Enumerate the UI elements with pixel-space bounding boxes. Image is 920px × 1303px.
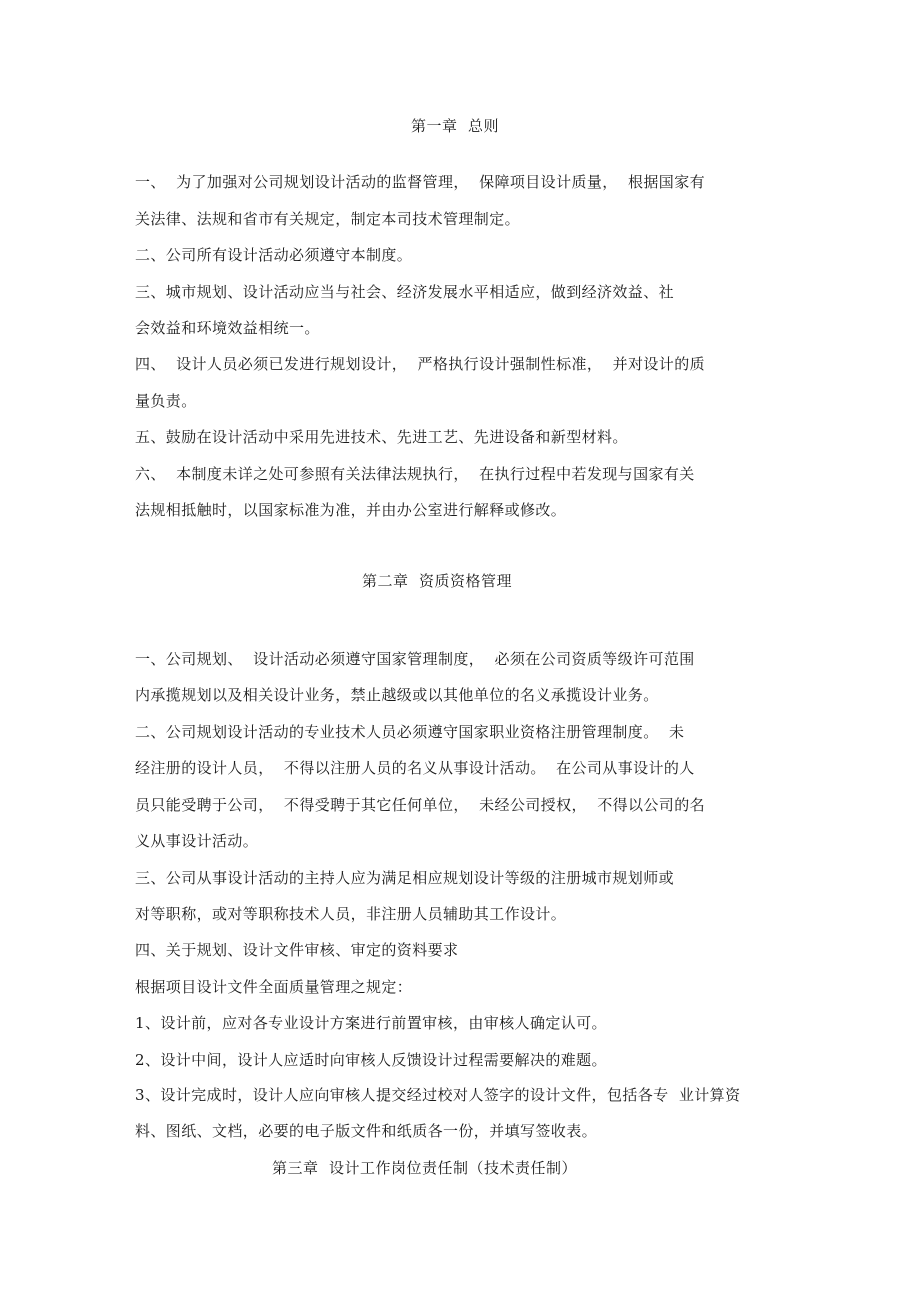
chapter-2-line: 料、图纸、文档，必要的电子版文件和纸质各一份，并填写签收表。 xyxy=(135,1122,598,1140)
chapter-2-line: 3、设计完成时，设计人应向审核人提交经过校对人签字的设计文件，包括各专 业计算资 xyxy=(135,1086,741,1104)
chapter-1-line: 量负责。 xyxy=(135,392,197,410)
chapter-1-line: 会效益和环境效益相统一。 xyxy=(135,319,320,337)
chapter-2-heading: 第二章 资质资格管理 xyxy=(362,572,513,590)
chapter-2-line: 一、公司规划、 设计活动必须遵守国家管理制度， 必须在公司资质等级许可范围 xyxy=(135,650,695,668)
chapter-2-line: 2、设计中间，设计人应适时向审核人反馈设计过程需要解决的难题。 xyxy=(135,1051,607,1069)
chapter-2-line: 经注册的设计人员， 不得以注册人员的名义从事设计活动。 在公司从事设计的人 xyxy=(135,759,695,777)
chapter-2-line: 员只能受聘于公司， 不得受聘于其它任何单位， 未经公司授权， 不得以公司的名 xyxy=(135,796,706,814)
chapter-2-line: 根据项目设计文件全面质量管理之规定： xyxy=(135,978,413,996)
chapter-2-line: 内承揽规划以及相关设计业务，禁止越级或以其他单位的名义承揽设计业务。 xyxy=(135,686,659,704)
chapter-2-line: 三、公司从事设计活动的主持人应为满足相应规划设计等级的注册城市规划师或 xyxy=(135,869,675,887)
chapter-1-line: 四、 设计人员必须已发进行规划设计， 严格执行设计强制性标准， 并对设计的质 xyxy=(135,355,706,373)
chapter-2-line: 四、关于规划、设计文件审核、审定的资料要求 xyxy=(135,941,459,959)
chapter-1-line: 法规相抵触时，以国家标准为准，并由办公室进行解释或修改。 xyxy=(135,501,567,519)
chapter-1-line: 六、 本制度未详之处可参照有关法律法规执行， 在执行过程中若发现与国家有关 xyxy=(135,465,695,483)
chapter-1-line: 二、公司所有设计活动必须遵守本制度。 xyxy=(135,246,413,264)
chapter-1-heading: 第一章 总则 xyxy=(411,117,500,135)
chapter-1-line: 三、城市规划、设计活动应当与社会、经济发展水平相适应，做到经济效益、社 xyxy=(135,283,675,301)
chapter-2-line: 义从事设计活动。 xyxy=(135,832,259,850)
chapter-1-line: 关法律、法规和省市有关规定，制定本司技术管理制定。 xyxy=(135,210,521,228)
chapter-3-heading: 第三章 设计工作岗位责任制（技术责任制） xyxy=(272,1159,578,1177)
chapter-1-line: 一、 为了加强对公司规划设计活动的监督管理， 保障项目设计质量， 根据国家有 xyxy=(135,173,706,191)
chapter-2-line: 1、设计前，应对各专业设计方案进行前置审核，由审核人确定认可。 xyxy=(135,1014,607,1032)
chapter-1-line: 五、鼓励在设计活动中采用先进技术、先进工艺、先进设备和新型材料。 xyxy=(135,428,628,446)
chapter-2-line: 对等职称，或对等职称技术人员，非注册人员辅助其工作设计。 xyxy=(135,905,567,923)
chapter-2-line: 二、公司规划设计活动的专业技术人员必须遵守国家职业资格注册管理制度。 未 xyxy=(135,723,685,741)
